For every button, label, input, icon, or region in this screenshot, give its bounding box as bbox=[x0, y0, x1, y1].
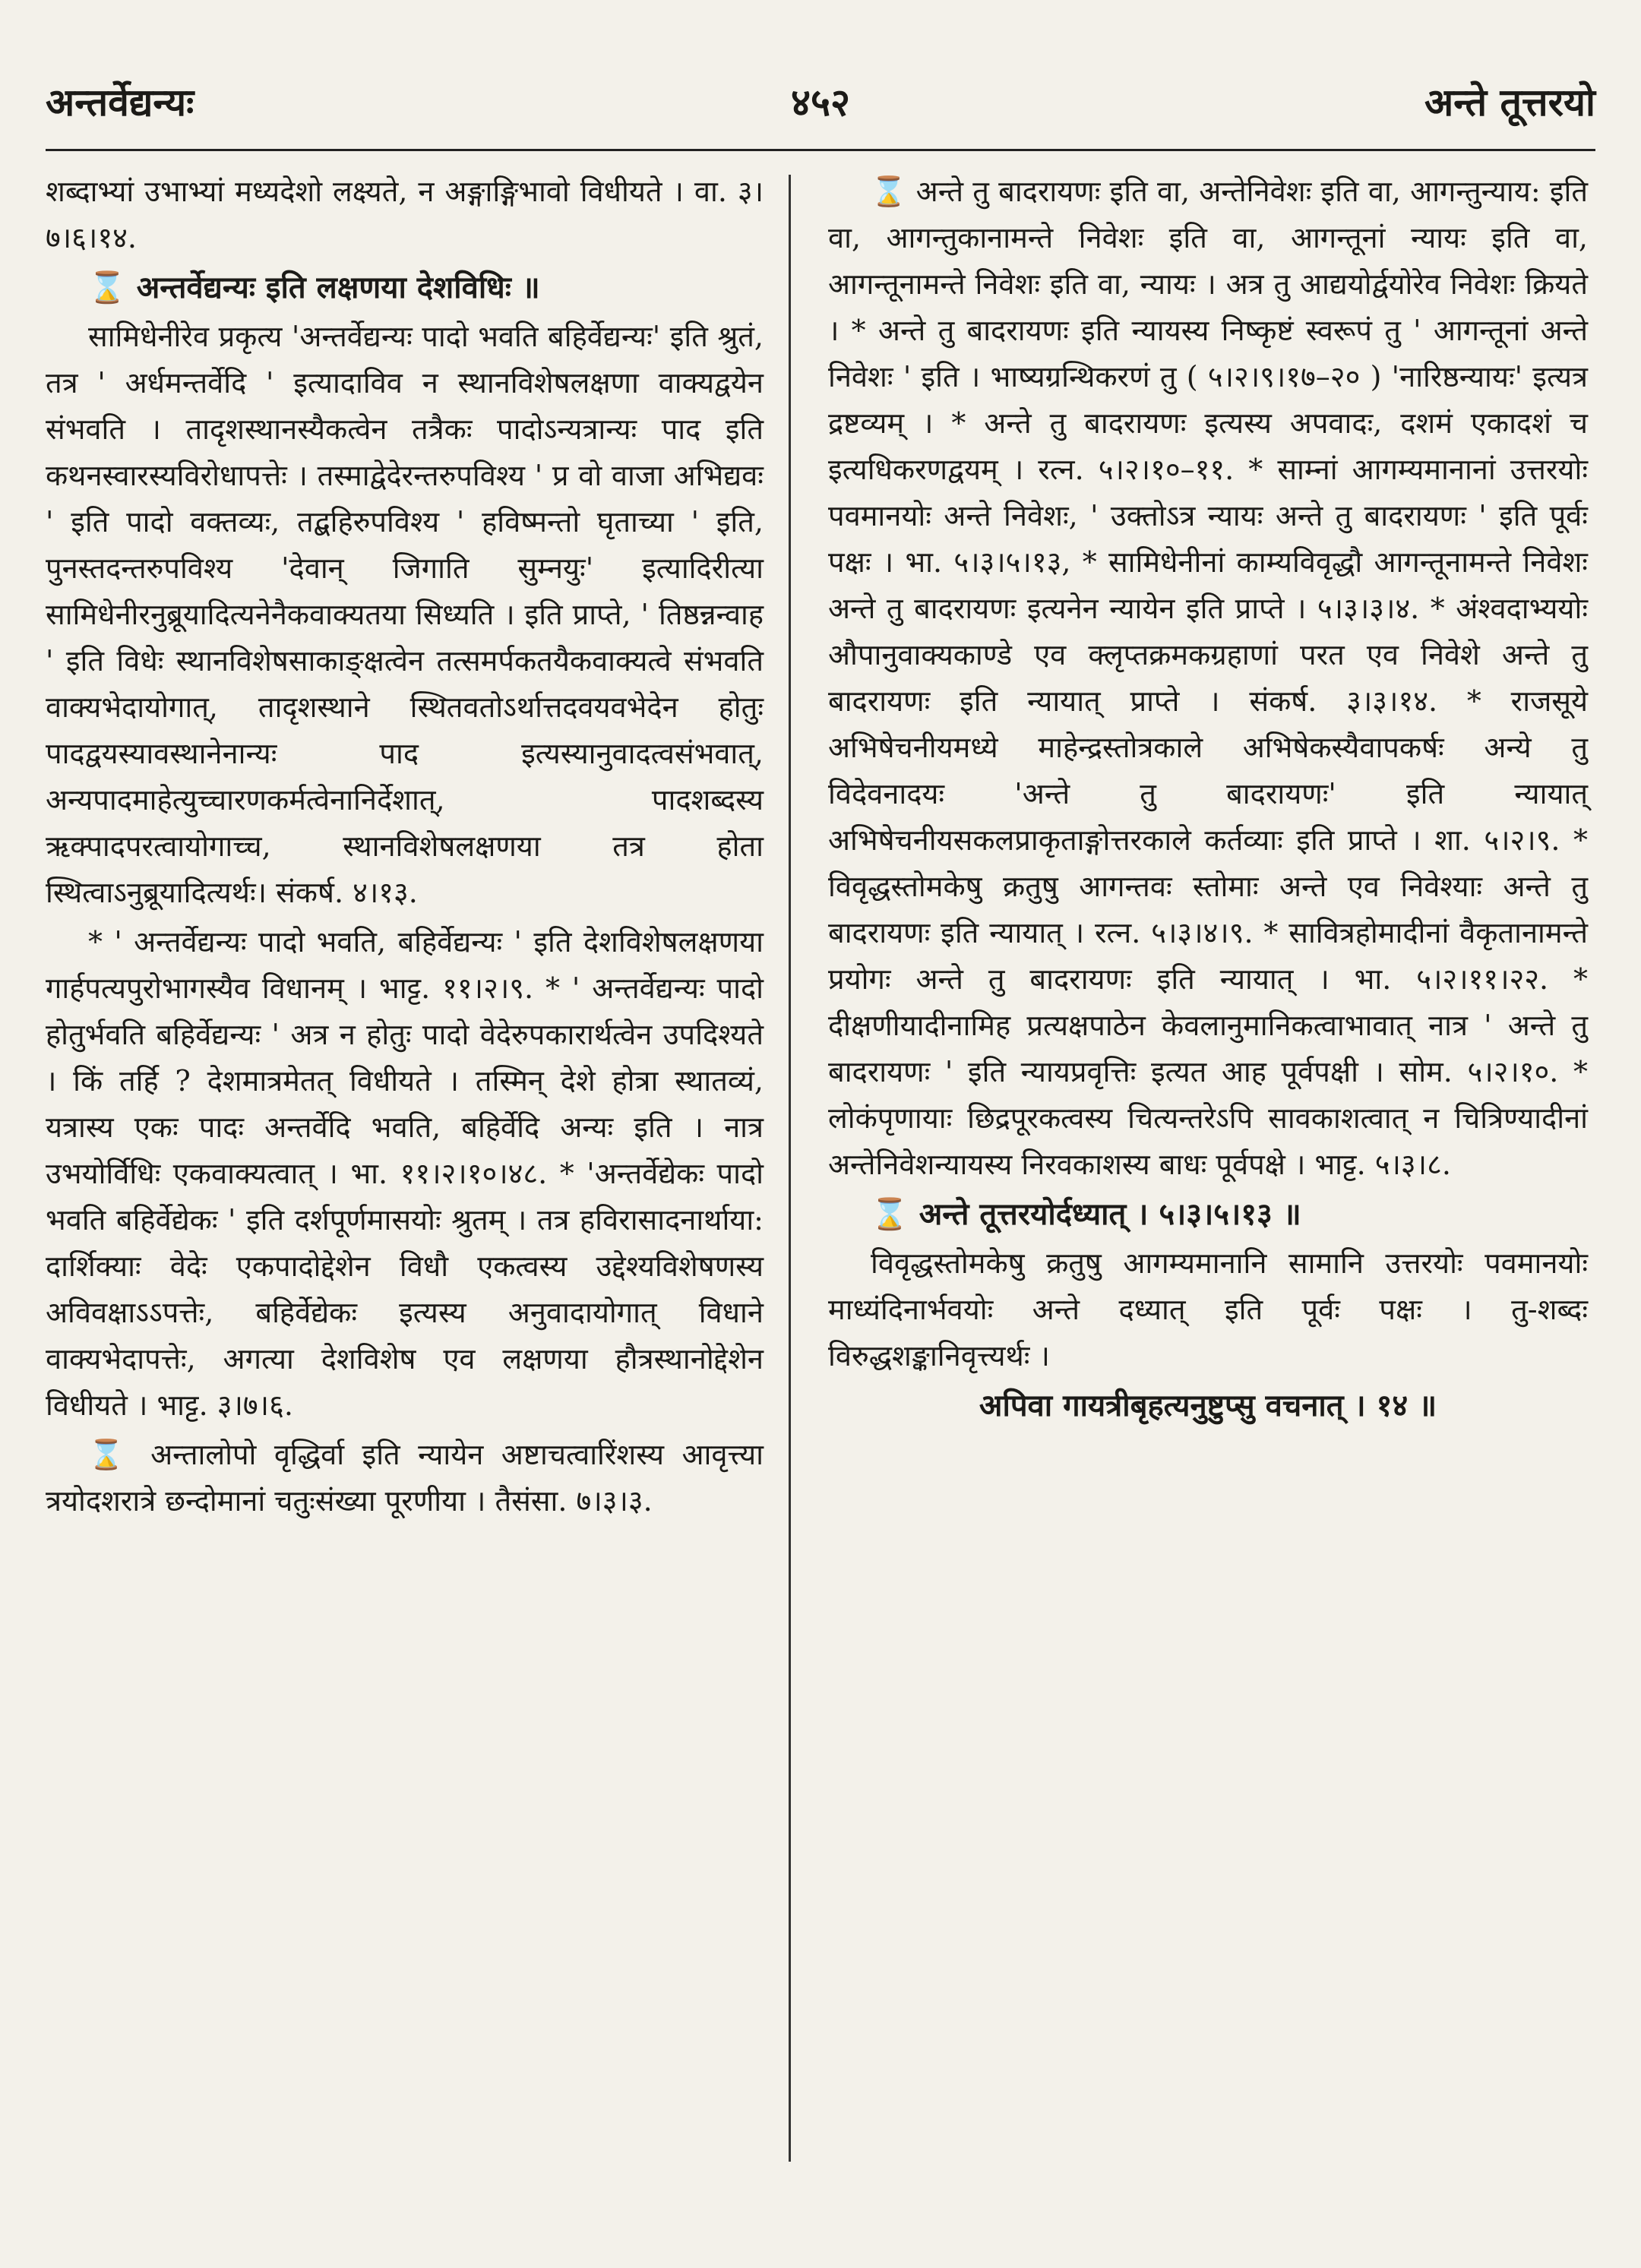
page-header bbox=[46, 68, 1595, 137]
left-column bbox=[46, 169, 764, 1527]
page-number: ४५२ bbox=[791, 80, 850, 125]
right-sutra-14: अपिवा गायत्रीबृहत्यनुष्टुप्सु वचनात् । १४ ॥ bbox=[979, 1388, 1437, 1423]
column-divider bbox=[789, 175, 791, 2162]
header-rule bbox=[46, 149, 1595, 151]
right-para-1: ⌛ अन्ते तु बादरायणः इति वा, अन्तेनिवेशः इति वा, आगन्तुन्याय: इति वा, आगन्तुकानामन्ते निवेशः इति वा, आगन्तूनां न्यायः इति वा, आगन्तूनामन्ते निवेशः इति वा, न्यायः । अत्र तु आद्ययोर्द्वयोरेव निवेशः क्रियते । * अन्ते तु बादरायणः इति न्यायस्य निष्कृष्टं स्वरूपं तु ' आगन्तूनां अन्ते निवेशः ' इति । भाष्यग्रन्थिकरणं तु ( ५।२।९।१७–२० ) 'नारिष्ठन्यायः' इत्यत्र द्रष्टव्यम् । * अन्ते तु बादरायणः इत्यस्य अपवादः, दशमं एकादशं च इत्यधिकरणद्वयम् । रत्न. ५।२।१०–११. * साम्नां आगम्यमानानां उत्तरयोः पवमानयोः अन्ते निवेशः, ' उक्तोऽत्र न्यायः अन्ते तु बादरायणः ' इति पूर्वः पक्षः । भा. ५।३।५।१३, * सामिधेनीनां काम्यविवृद्धौ आगन्तूनामन्ते निवेशः अन्ते तु बादरायणः इत्यनेन न्यायेन इति प्राप्ते । ५।३।३।४. * अंश्वदाभ्ययोः औपानुवाक्यकाण्डे एव क्लृप्तक्रमकग्रहाणां परत एव निवेशे अन्ते तु बादरायणः इति न्यायात् प्राप्ते । संकर्ष. ३।३।१४. * राजसूये अभिषेचनीयमध्ये माहेन्द्रस्तोत्रकाले अभिषेकस्यैवापकर्षः अन्ये तु विदेवनादयः 'अन्ते तु बादरायणः' इति न्यायात् अभिषेचनीयसकलप्राकृताङ्गोत्तरकाले कर्तव्याः इति प्राप्ते । शा. ५।२।९. * विवृद्धस्तोमकेषु क्रतुषु आगन्तवः स्तोमाः अन्ते एव निवेश्याः अन्ते तु बादरायणः इति न्यायात् । रत्न. ५।३।४।९. * सावित्रहोमादीनां वैकृतानामन्ते प्रयोगः अन्ते तु बादरायणः इति न्यायात् । भा. ५।२।११।२२. * दीक्षणीयादीनामिह प्रत्यक्षपाठेन केवलानुमानिकत्वाभावात् नात्र ' अन्ते तु बादरायणः ' इति न्यायप्रवृत्तिः इत्यत आह पूर्वपक्षी । सोम. ५।२।१०. * लोकंपृणायाः छिद्रपूरकत्वस्य चित्यन्तरेऽपि सावकाशत्वात् न चित्रिण्यादीनां अन्तेनिवेशन्यायस्य निरवकाशस्य बाधः पूर्वपक्षे । भाट्ट. ५।३।८. bbox=[828, 175, 1588, 1181]
right-heading-1: ⌛ अन्ते तूत्तरयोर्दध्यात् । ५।३।५।१३ ॥ bbox=[871, 1196, 1301, 1232]
right-para-2: विवृद्धस्तोमकेषु क्रतुषु आगम्यमानानि सामानि उत्तरयोः पवमानयोः माध्यंदिनार्भवयोः अन्ते दध्यात् इति पूर्वः पक्षः । तु-शब्दः विरुद्धशङ्कानिवृत्त्यर्थः । bbox=[828, 1246, 1588, 1372]
left-para-3: * ' अन्तर्वेद्यन्यः पादो भवति, बहिर्वेद्यन्यः ' इति देशविशेषलक्षणया गार्हपत्यपुरोभागस्यैव विधानम् । भाट्ट. ११।२।९. * ' अन्तर्वेद्यन्यः पादो होतुर्भवति बहिर्वेद्यन्यः ' अत्र न होतुः पादो वेदेरुपकारार्थत्वेन उपदिश्यते । किं तर्हि ? देशमात्रमेतत् विधीयते । तस्मिन् देशे होत्रा स्थातव्यं, यत्रास्य एकः पादः अन्तर्वेदि भवति, बहिर्वेदि अन्यः इति । नात्र उभयोर्विधिः एकवाक्यत्वात् । भा. ११।२।१०।४८. * 'अन्तर्वेद्येकः पादो भवति बहिर्वेद्येकः ' इति दर्शपूर्णमासयोः श्रुतम् । तत्र हविरासादनार्थाया: दार्शिक्याः वेदेः एकपादोद्देशेन विधौ एकत्वस्य उद्देश्यविशेषणस्य अविवक्षाऽऽपत्तेः, बहिर्वेद्येकः इत्यस्य अनुवादायोगात् विधाने वाक्यभेदापत्तेः, अगत्या देशविशेष एव लक्षणया हौत्रस्थानोद्देशेन विधीयते । भाट्ट. ३।७।६. bbox=[46, 925, 764, 1422]
left-para-4: ⌛ अन्तालोपो वृद्धिर्वा इति न्यायेन अष्टाचत्वारिंशस्य आवृत्त्या त्रयोदशरात्रे छन्दोमानां चतुःसंख्या पूरणीया । तैसंसा. ७।३।३. bbox=[46, 1438, 764, 1518]
header-left-entry: अन्तर्वेद्यन्यः bbox=[46, 80, 194, 125]
left-para-2: सामिधेनीरेव प्रकृत्य 'अन्तर्वेद्यन्यः पादो भवति बहिर्वेद्यन्यः' इति श्रुतं, तत्र ' अर्धमन्तर्वेदि ' इत्यादाविव न स्थानविशेषलक्षणा वाक्यद्वयेन संभवति । तादृशस्थानस्यैकत्वेन तत्रैकः पादोऽन्यत्रान्यः पाद इति कथनस्वारस्यविरोधापत्तेः । तस्माद्वेदेरन्तरुपविश्य ' प्र वो वाजा अभिद्यवः ' इति पादो वक्तव्यः, तद्बहिरुपविश्य ' हविष्मन्तो घृताच्या ' इति, पुनस्तदन्तरुपविश्य 'देवान् जिगाति सुम्नयुः' इत्यादिरीत्या सामिधेनीरनुब्रूयादित्यनेनैकवाक्यतया सिध्यति । इति प्राप्ते, ' तिष्ठन्नन्वाह ' इति विधेः स्थानविशेषसाकाङ्क्षत्वेन तत्समर्पकतयैकवाक्यत्वे संभवति वाक्यभेदायोगात्, तादृशस्थाने स्थितवतोऽर्थात्तदवयवभेदेन होतुः पादद्वयस्यावस्थानेनान्यः पाद इत्यस्यानुवादत्वसंभवात्, अन्यपादमाहेत्युच्चारणकर्मत्वेनानिर्देशात्, पादशब्दस्य ऋक्पादपरत्वायोगाच्च, स्थानविशेषलक्षणया तत्र होता स्थित्वाऽनुब्रूयादित्यर्थः। संकर्ष. ४।१३. bbox=[46, 320, 764, 909]
right-column bbox=[828, 169, 1588, 1432]
header-right-entry: अन्ते तूत्तरयो bbox=[1424, 80, 1595, 125]
left-heading-1: ⌛ अन्तर्वेद्यन्यः इति लक्षणया देशविधिः ॥ bbox=[88, 270, 540, 305]
left-para-1: शब्दाभ्यां उभाभ्यां मध्यदेशो लक्ष्यते, न अङ्गाङ्गिभावो विधीयते । वा. ३।७।६।१४. bbox=[46, 175, 764, 254]
